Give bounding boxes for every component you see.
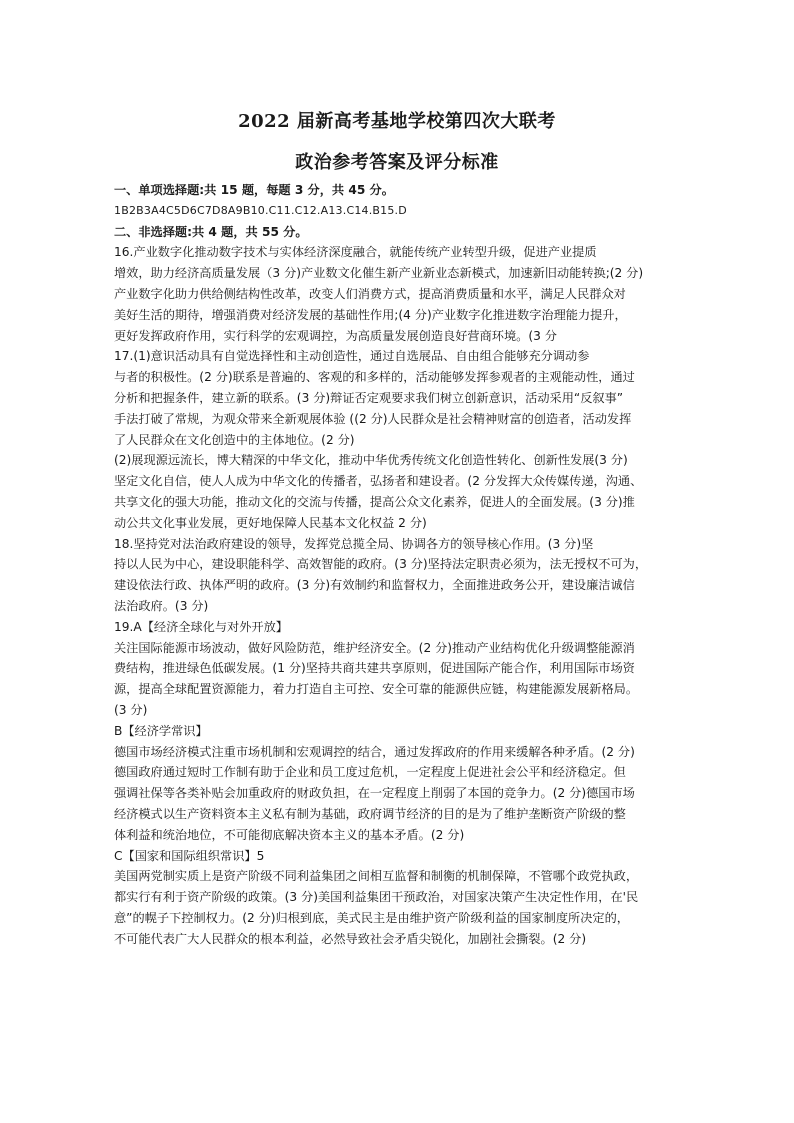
text-line: 一、单项选择题:共 15 题，每题 3 分，共 45 分。	[114, 183, 394, 197]
text-line: 强调社保等各类补贴会加重政府的财政负担，在一定程度上削弱了本国的竞争力。(2 分)德国市场	[114, 786, 635, 801]
text-line: 与者的积极性。(2 分)联系是普遍的、客观的和多样的，活动能够发挥参观者的主观能动性，通过	[114, 370, 635, 385]
text-line: 18.坚持党对法治政府建设的领导，发挥党总揽全局、协调各方的领导核心作用。(3 分)坚	[114, 536, 594, 551]
text-line: 共享文化的强大功能，推动文化的交流与传播，提高公众文化素养，促进人的全面发展。(3 分)推	[114, 494, 635, 509]
text-line: 费结构，推进绿色低碳发展。(1 分)坚持共商共建共享原则，促进国际产能合作，利用国际市场资	[114, 661, 635, 676]
text-line: 体利益和统治地位，不可能彻底解决资本主义的基本矛盾。(2 分)	[114, 827, 465, 842]
text-line: 手法打破了常规，为观众带来全新观展体验 ((2 分)人民群众是社会精神财富的创造者，活动发挥	[114, 411, 632, 426]
text-line: 19.A【经济全球化与对外开放】	[114, 619, 288, 634]
document-subtitle: 政治参考答案及评分标准	[295, 152, 499, 173]
text-line: 分析和把握条件，建立新的联系。(3 分)辩证否定观要求我们树立创新意识，活动采用“反叙事”	[114, 390, 624, 405]
text-line: C【国家和国际组织常识】5	[114, 848, 265, 863]
text-line: (3 分)	[114, 702, 148, 717]
answer-body	[114, 180, 714, 949]
text-line: 美国两党制实质上是资产阶级不同利益集团之间相互监督和制衡的机制保障，不管哪个政党执政，	[114, 869, 639, 884]
text-line: 源，提高全球配置资源能力，着力打造自主可控、安全可靠的能源供应链，构建能源发展新格局。	[114, 682, 639, 697]
text-line: 持以人民为中心，建设职能科学、高效智能的政府。(3 分)坚持法定职责必须为，法无授权不可为，	[114, 557, 648, 572]
text-line: 动公共文化事业发展，更好地保障人民基本文化权益 2 分)	[114, 515, 427, 530]
text-line: 建设依法行政、执体严明的政府。(3 分)有效制约和监督权力，全面推进政务公开，建设廉洁诚信	[114, 578, 635, 593]
text-line: 都实行有利于资产阶级的政策。(3 分)美国利益集团干预政治，对国家决策产生决定性作用，在'民	[114, 890, 639, 905]
text-line: 17.(1)意识活动具有自觉选择性和主动创造性，通过自选展品、自由组合能够充分调动参	[114, 349, 590, 364]
text-line: B【经济学常识】	[114, 723, 208, 738]
text-line: 德国政府通过短时工作制有助于企业和员工度过危机，一定程度上促进社会公平和经济稳定。但	[114, 765, 626, 780]
text-line: 不可能代表广大人民群众的根本利益，必然导致社会矛盾尖锐化，加剧社会撕裂。(2 分)	[114, 931, 587, 946]
text-line: 经济模式以生产资料资本主义私有制为基础，政府调节经济的目的是为了维护垄断资产阶级的整	[114, 806, 626, 821]
text-line: 增效，助力经济高质量发展（3 分)产业数文化催生新产业新业态新模式，加速新旧动能转换;(2 分)	[114, 266, 644, 281]
text-line: 法治政府。(3 分)	[114, 598, 209, 613]
document-title: 2022 届新高考基地学校第四次大联考	[238, 111, 556, 132]
text-line: 了人民群众在文化创造中的主体地位。(2 分)	[114, 432, 355, 447]
text-line: 产业数字化助力供给侧结构性改革，改变人们消费方式，提高消费质量和水平，满足人民群众对	[114, 286, 626, 301]
text-line: (2)展现源远流长，博大精深的中华文化，推动中华优秀传统文化创造性转化、创新性发展(3 分)	[114, 453, 628, 468]
text-line: 更好发挥政府作用，实行科学的宏观调控，为高质量发展创造良好营商环境。(3 分	[114, 328, 557, 343]
text-line: 坚定文化自信，使人人成为中华文化的传播者，弘扬者和建设者。(2 分发挥大众传媒传递，沟通、	[114, 474, 643, 489]
text-line: 意”的幌子下控制权力。(2 分)归根到底，美式民主是由维护资产阶级利益的国家制度所决定的，	[114, 910, 629, 925]
text-line: 二、非选择题:共 4 题，共 55 分。	[114, 224, 308, 239]
text-line: 美好生活的期待，增强消费对经济发展的基础性作用;(4 分)产业数字化推进数字治理能力提升，	[114, 307, 627, 322]
text-line: 德国市场经济模式注重市场机制和宏观调控的结合，通过发挥政府的作用来缓解各种矛盾。(2 分)	[114, 744, 635, 759]
text-line: 16.产业数字化推动数字技术与实体经济深度融合，就能传统产业转型升级，促进产业提质	[114, 245, 597, 260]
text-line: 1B2B3A4C5D6C7D8A9B10.C11.C12.A13.C14.B15.D	[114, 203, 407, 217]
text-line: 关注国际能源市场波动，做好风险防范，维护经济安全。(2 分)推动产业结构优化升级调整能源消	[114, 640, 635, 655]
